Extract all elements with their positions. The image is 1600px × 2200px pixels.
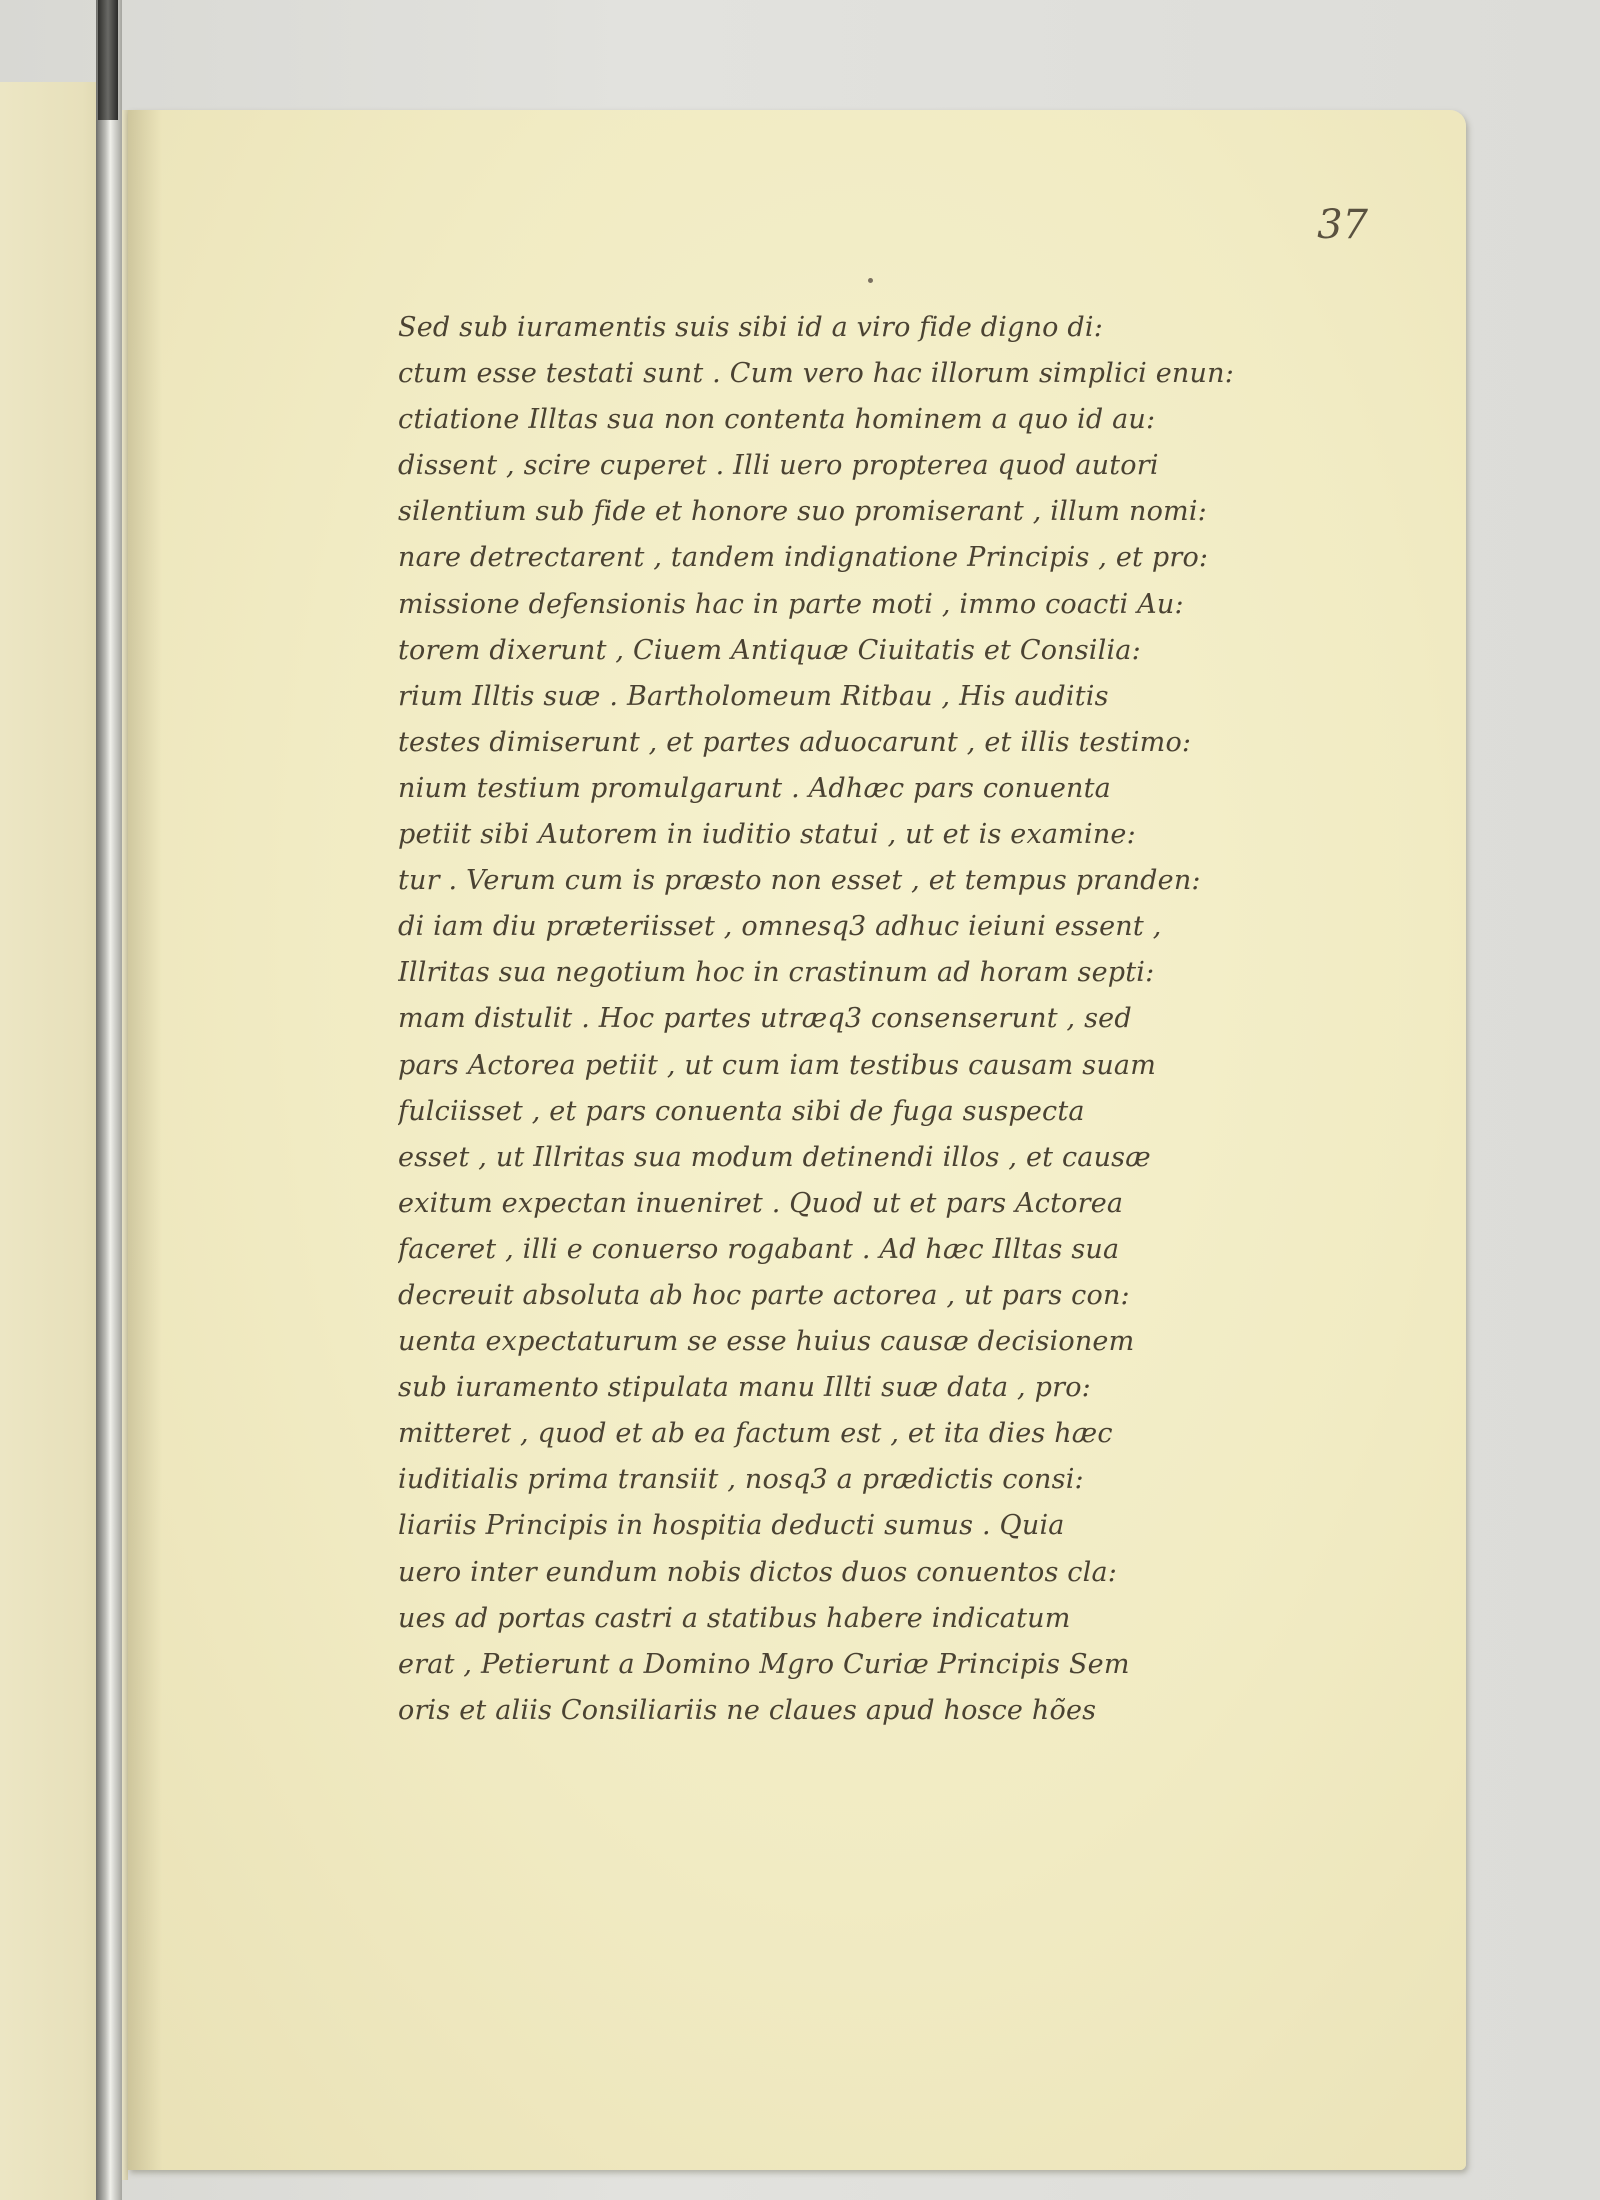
text-line: rium Illtis suæ . Bartholomeum Ritbau , His auditis (398, 680, 1109, 712)
text-line: ues ad portas castri a statibus habere indicatum (398, 1602, 1071, 1634)
ink-dot (868, 278, 873, 283)
text-line: dissent , scire cuperet . Illi uero propterea quod autori (398, 450, 1159, 482)
text-line: petiit sibi Autorem in iuditio statui , ut et is examine: (398, 819, 1136, 851)
text-line: faceret , illi e conuerso rogabant . Ad hæc Illtas sua (398, 1233, 1120, 1265)
text-line: ctum esse testati sunt . Cum vero hac illorum simplici enun: (398, 358, 1235, 390)
text-line: fulciisset , et pars conuenta sibi de fuga suspecta (398, 1095, 1085, 1127)
text-line: nium testium promulgarunt . Adhæc pars conuenta (398, 772, 1111, 804)
book-spine (96, 0, 122, 2200)
text-line: di iam diu præteriisset , omnesq3 adhuc ieiuni essent , (398, 911, 1162, 943)
text-line: mitteret , quod et ab ea factum est , et ita dies hæc (398, 1418, 1113, 1450)
text-line: ctiatione Illtas sua non contenta hominem a quo id au: (398, 404, 1156, 436)
text-line: Illritas sua negotium hoc in crastinum ad horam septi: (398, 957, 1155, 989)
text-line: torem dixerunt , Ciuem Antiquæ Ciuitatis et Consilia: (398, 634, 1141, 666)
text-line: decreuit absoluta ab hoc parte actorea , ut pars con: (398, 1279, 1130, 1311)
text-line: liariis Principis in hospitia deducti sumus . Quia (398, 1510, 1065, 1542)
text-line: esset , ut Illritas sua modum detinendi illos , et causæ (398, 1141, 1151, 1173)
text-line: Sed sub iuramentis suis sibi id a viro fide digno di: (398, 312, 1104, 343)
text-line: silentium sub fide et honore suo promiserant , illum nomi: (398, 496, 1207, 528)
text-line: uenta expectaturum se esse huius causæ decisionem (398, 1326, 1135, 1358)
text-line: nare detrectarent , tandem indignatione Principis , et pro: (398, 542, 1209, 574)
text-line: erat , Petierunt a Domino Mgro Curiæ Principis Sem (398, 1648, 1130, 1680)
text-line: pars Actorea petiit , ut cum iam testibus causam suam (398, 1049, 1157, 1081)
manuscript-page (128, 110, 1466, 2170)
manuscript-text (398, 305, 1318, 1734)
text-line: missione defensionis hac in parte moti , immo coacti Au: (398, 588, 1184, 620)
text-line: sub iuramento stipulata manu Illti suæ data , pro: (398, 1372, 1091, 1404)
text-line: iuditialis prima transiit , nosq3 a prædictis consi: (398, 1464, 1084, 1496)
text-line: mam distulit . Hoc partes utræq3 consenserunt , sed (398, 1003, 1132, 1035)
spine-clip (98, 0, 118, 120)
text-line: tur . Verum cum is præsto non esset , et tempus pranden: (398, 865, 1201, 897)
text-line: oris et aliis Consiliariis ne claues apud hosce hões (398, 1694, 1097, 1726)
text-line: testes dimiserunt , et partes aduocarunt , et illis testimo: (398, 726, 1192, 758)
folio-number: 37 (1317, 202, 1368, 248)
text-line: uero inter eundum nobis dictos duos conuentos cla: (398, 1556, 1118, 1588)
text-line: exitum expectan inueniret . Quod ut et pars Actorea (398, 1187, 1124, 1219)
